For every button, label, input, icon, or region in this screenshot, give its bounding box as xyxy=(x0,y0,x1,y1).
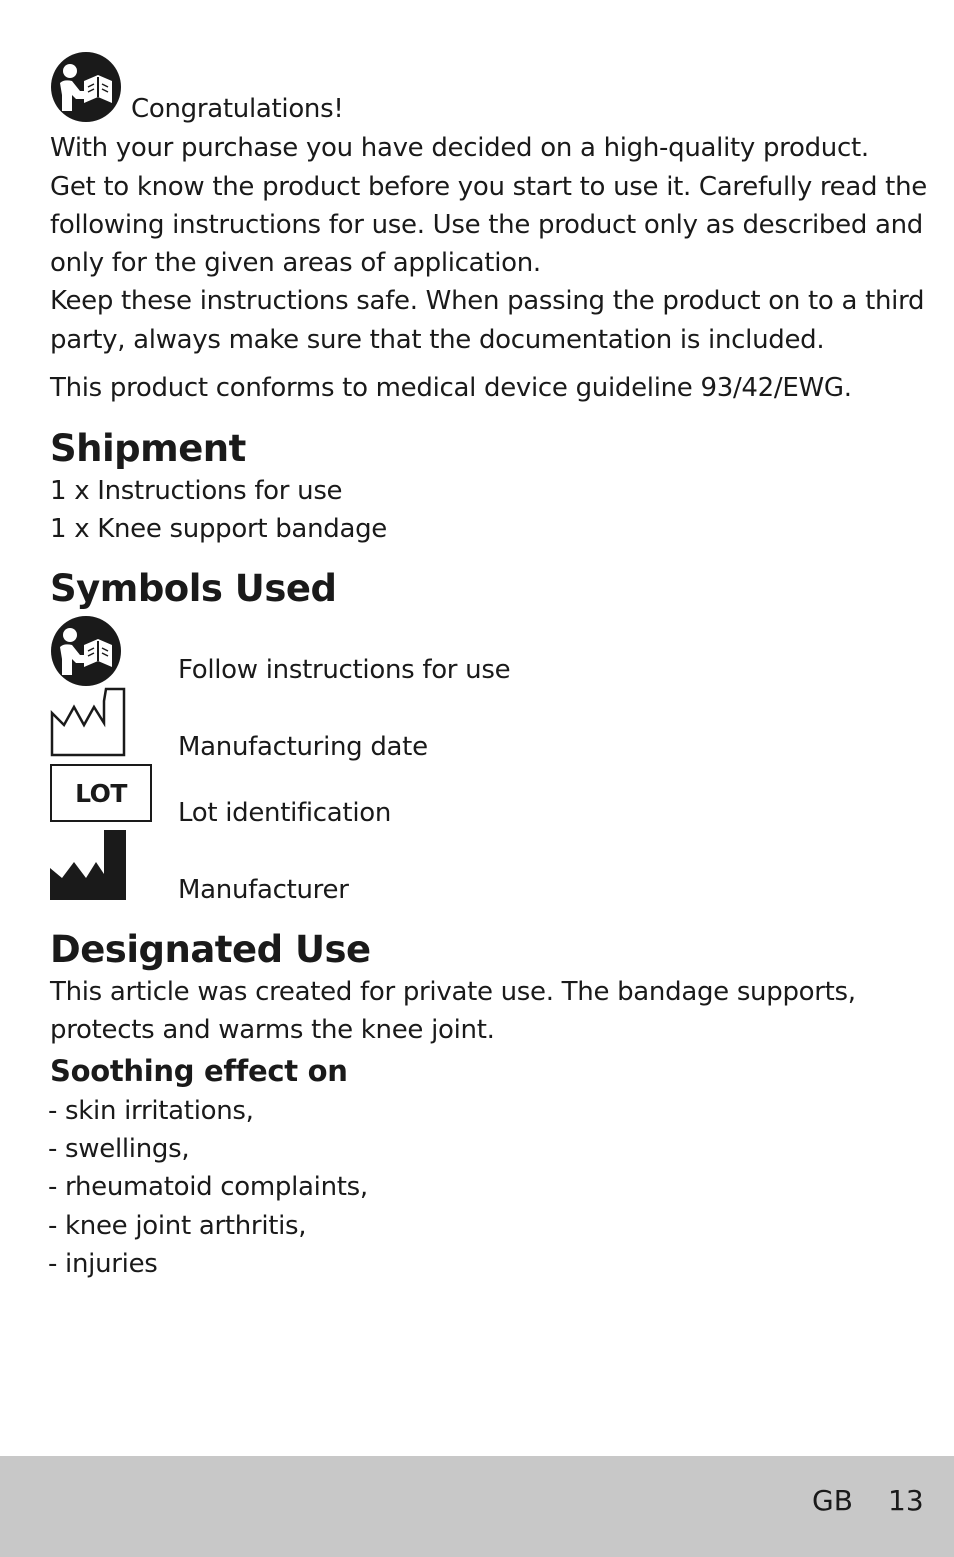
intro-line-6: party, always make sure that the documentation is included. xyxy=(50,325,825,355)
soothing-subheading: Soothing effect on xyxy=(50,1054,348,1088)
list-item: - injuries xyxy=(48,1249,158,1279)
intro-line-2: Get to know the product before you start to use it. Carefully read the xyxy=(50,172,927,202)
list-item: - rheumatoid complaints, xyxy=(48,1172,368,1202)
designated-use-line: protects and warms the knee joint. xyxy=(50,1015,495,1045)
symbols-heading: Symbols Used xyxy=(50,567,337,610)
footer-language: GB xyxy=(812,1484,853,1517)
shipment-item: 1 x Knee support bandage xyxy=(50,514,387,544)
intro-line-4: only for the given areas of application. xyxy=(50,248,541,278)
manufacturer-icon xyxy=(50,830,126,900)
list-item: - swellings, xyxy=(48,1134,190,1164)
conformity-statement: This product conforms to medical device guideline 93/42/EWG. xyxy=(50,373,852,403)
intro-line-3: following instructions for use. Use the product only as described and xyxy=(50,210,924,240)
lot-icon-label: LOT xyxy=(75,778,127,808)
intro-line-1: With your purchase you have decided on a high-quality product. xyxy=(50,133,869,163)
designated-use-line: This article was created for private use. The bandage supports, xyxy=(50,977,856,1007)
shipment-item: 1 x Instructions for use xyxy=(50,476,343,506)
greeting: Congratulations! xyxy=(131,94,344,124)
list-item: - knee joint arthritis, xyxy=(48,1211,307,1241)
shipment-heading: Shipment xyxy=(50,427,246,470)
designated-use-heading: Designated Use xyxy=(50,928,371,971)
lot-icon xyxy=(50,764,152,822)
symbol-label-lot: Lot identification xyxy=(178,798,392,828)
manufacturing-date-icon xyxy=(50,687,126,757)
page-footer xyxy=(0,1456,954,1557)
intro-line-5: Keep these instructions safe. When passing the product on to a third xyxy=(50,286,925,316)
page-number: 13 xyxy=(888,1484,924,1517)
list-item: - skin irritations, xyxy=(48,1096,254,1126)
instructions-icon xyxy=(50,615,122,687)
symbol-label-manufacturing-date: Manufacturing date xyxy=(178,732,428,762)
symbol-label-instructions: Follow instructions for use xyxy=(178,655,511,685)
instructions-icon xyxy=(50,51,122,123)
symbol-label-manufacturer: Manufacturer xyxy=(178,875,349,905)
